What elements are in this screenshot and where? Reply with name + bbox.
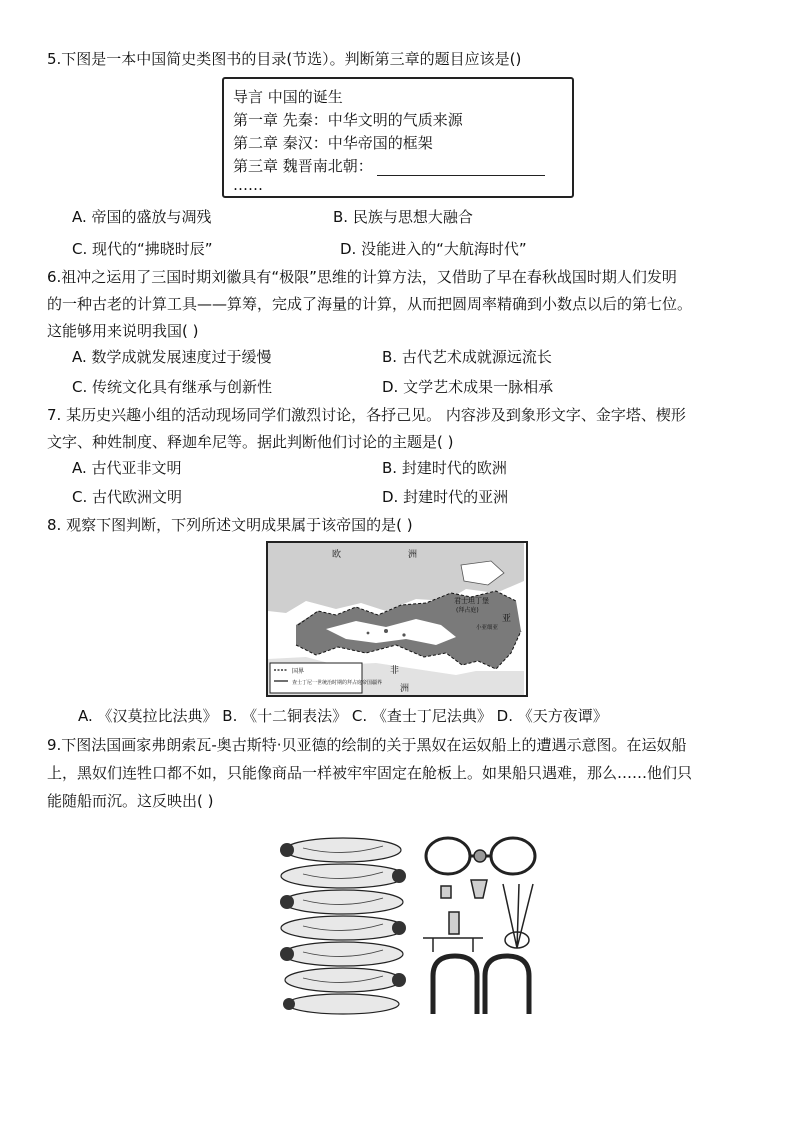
q7-stem-line2: 文字、种姓制度、释迦牟尼等。据此判断他们讨论的主题是( ) bbox=[47, 433, 454, 451]
map-legend-territory: 查士丁尼一世统治时期的拜占庭帝国疆界 bbox=[292, 680, 383, 686]
slave-ship-illustration bbox=[273, 828, 541, 1016]
q9-stem-line3: 能随船而沉。这反映出( ) bbox=[47, 792, 214, 810]
map-label-europe-1: 欧 bbox=[332, 550, 342, 560]
q9-stem-line1: 9.下图法国画家弗朗索瓦-奥古斯特·贝亚德的绘制的关于黑奴在运奴船上的遭遇示意图。在运奴船 bbox=[47, 736, 687, 754]
q7-stem-line1: 7. 某历史兴趣小组的活动现场同学们激烈讨论，各抒己见。 内容涉及到象形文字、金字塔、楔形 bbox=[47, 406, 686, 424]
q6-stem-line2: 的一种古老的计算工具——算筹，完成了海量的计算，从而把圆周率精确到小数点以后的第七位。 bbox=[47, 295, 693, 313]
map-city-constantinople: 君士坦丁堡 bbox=[454, 597, 489, 605]
map-label-asia: 亚 bbox=[502, 614, 512, 624]
toc-ellipsis: …… bbox=[233, 176, 263, 194]
q6-option-c: C. 传统文化具有继承与创新性 bbox=[72, 378, 273, 396]
q7-option-b: B. 封建时代的欧洲 bbox=[382, 459, 507, 477]
q6-stem-line1: 6.祖冲之运用了三国时期刘徽具有“极限”思维的计算方法，又借助了早在春秋战国时期人们发明 bbox=[47, 268, 677, 286]
map-legend-border: 国界 bbox=[292, 668, 305, 675]
q6-option-b: B. 古代艺术成就源远流长 bbox=[382, 348, 552, 366]
map-label-europe-2: 洲 bbox=[408, 550, 418, 560]
map-label-asia-minor: 小亚细亚 bbox=[476, 625, 499, 631]
toc-chapter-3: 第三章 魏晋南北朝： bbox=[233, 155, 545, 176]
q5-option-d: D. 没能进入的“大航海时代” bbox=[340, 240, 527, 258]
toc-intro: 导言 中国的诞生 bbox=[233, 88, 343, 106]
q6-option-a: A. 数学成就发展速度过于缓慢 bbox=[72, 348, 272, 366]
q7-option-d: D. 封建时代的亚洲 bbox=[382, 488, 509, 506]
toc-chapter-1: 第一章 先秦：中华文明的气质来源 bbox=[233, 111, 463, 129]
q5-option-b: B. 民族与思想大融合 bbox=[333, 208, 473, 226]
q5-option-c: C. 现代的“拂晓时辰” bbox=[72, 240, 213, 258]
map-label-africa-1: 非 bbox=[390, 666, 400, 676]
toc-chapter-2: 第二章 秦汉：中华帝国的框架 bbox=[233, 134, 433, 152]
q5-stem: 5.下图是一本中国简史类图书的目录(节选）。判断第三章的题目应该是() bbox=[47, 50, 522, 68]
map-city-byzantium: (拜占庭) bbox=[456, 607, 479, 614]
q6-option-d: D. 文学艺术成果一脉相承 bbox=[382, 378, 554, 396]
q9-stem-line2: 上，黑奴们连牲口都不如，只能像商品一样被牢牢固定在舱板上。如果船只遇难，那么……他们只 bbox=[47, 764, 693, 782]
q8-stem: 8. 观察下图判断，下列所述文明成果属于该帝国的是( ) bbox=[47, 516, 413, 534]
q7-option-a: A. 古代亚非文明 bbox=[72, 459, 182, 477]
q5-option-a: A. 帝国的盛放与凋残 bbox=[72, 208, 212, 226]
byzantine-empire-map bbox=[266, 541, 528, 697]
q6-stem-line3: 这能够用来说明我国( ) bbox=[47, 322, 199, 340]
map-label-africa-2: 洲 bbox=[400, 684, 410, 694]
answer-blank bbox=[377, 159, 545, 176]
q7-option-c: C. 古代欧洲文明 bbox=[72, 488, 183, 506]
toc-box bbox=[222, 77, 574, 198]
q8-options: A. 《汉莫拉比法典》 B. 《十二铜表法》 C. 《查士丁尼法典》 D. 《天方夜谭》 bbox=[78, 707, 608, 725]
